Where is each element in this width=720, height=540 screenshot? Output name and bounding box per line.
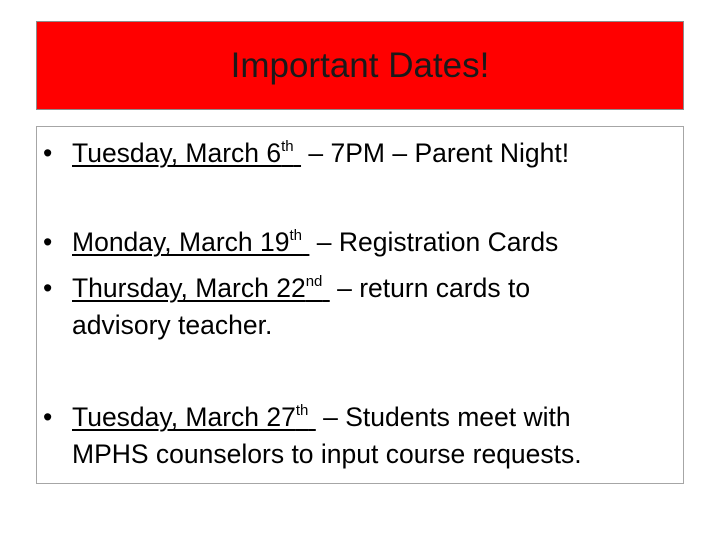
- date-suffix: nd: [305, 273, 323, 290]
- item-description: – Students meet with: [315, 402, 571, 432]
- date-underlined: [72, 138, 301, 168]
- date-underlined: [72, 402, 316, 432]
- slide-title: Important Dates!: [230, 45, 490, 85]
- date-underlined: [72, 227, 309, 257]
- date-suffix: th: [289, 227, 303, 244]
- date-underlined: [72, 273, 330, 303]
- date-text: Tuesday, March 6: [72, 138, 282, 168]
- item-description: – return cards to: [329, 273, 531, 303]
- bullet-dot-icon: •: [43, 273, 53, 303]
- content-box: [36, 126, 684, 484]
- bullet-dot-icon: •: [43, 138, 53, 168]
- item-description: – Registration Cards: [309, 227, 559, 257]
- title-banner: [36, 21, 684, 110]
- item-continuation: MPHS counselors to input course requests.: [72, 439, 582, 469]
- date-suffix: th: [295, 402, 309, 419]
- item-continuation: advisory teacher.: [72, 310, 273, 340]
- item-description: – 7PM – Parent Night!: [301, 138, 570, 168]
- bullet-dot-icon: •: [43, 402, 53, 432]
- date-text: Thursday, March 22: [72, 273, 306, 303]
- date-text: Tuesday, March 27: [72, 402, 296, 432]
- date-text: Monday, March 19: [72, 227, 290, 257]
- bullet-dot-icon: •: [43, 227, 53, 257]
- date-suffix: th: [281, 138, 294, 155]
